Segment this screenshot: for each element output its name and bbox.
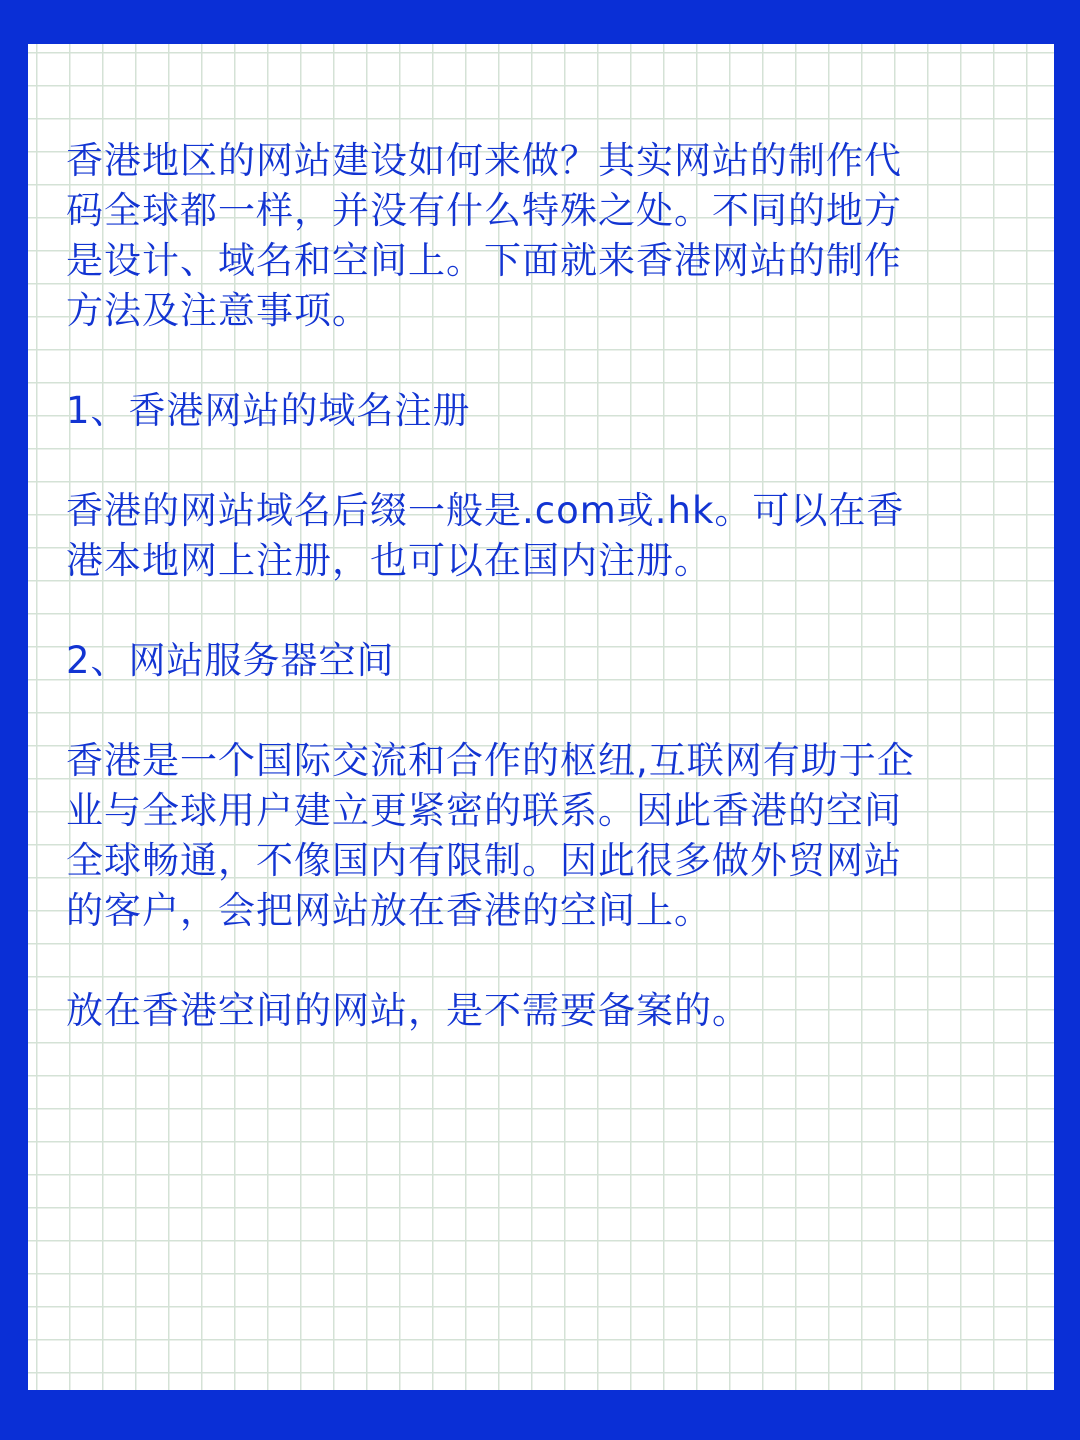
section2-paragraph [66, 736, 1006, 936]
grid-paper-sheet [28, 44, 1054, 1390]
intro-line-1: 香港地区的网站建设如何来做？其实网站的制作代 [66, 139, 902, 182]
intro-line-3: 是设计、域名和空间上。下面就来香港网站的制作 [66, 239, 902, 282]
article-content [66, 136, 1006, 1036]
intro-line-2: 码全球都一样，并没有什么特殊之处。不同的地方 [66, 189, 902, 232]
section2-line-4: 的客户，会把网站放在香港的空间上。 [66, 889, 712, 932]
spacer [66, 586, 1006, 636]
section1-heading: 1、香港网站的域名注册 [66, 389, 471, 432]
section1-line-1: 香港的网站域名后缀一般是.com或.hk。可以在香 [66, 489, 905, 532]
spacer [66, 336, 1006, 386]
section1-line-2: 港本地网上注册，也可以在国内注册。 [66, 539, 712, 582]
section1-paragraph [66, 486, 1006, 586]
section2-line-3: 全球畅通，不像国内有限制。因此很多做外贸网站 [66, 839, 902, 882]
intro-line-4: 方法及注意事项。 [66, 289, 370, 332]
spacer [66, 686, 1006, 736]
intro-paragraph [66, 136, 1006, 336]
section2-line-1: 香港是一个国际交流和合作的枢纽,互联网有助于企 [66, 739, 915, 782]
spacer [66, 936, 1006, 986]
section2-heading: 2、网站服务器空间 [66, 639, 395, 682]
closing-paragraph: 放在香港空间的网站，是不需要备案的。 [66, 989, 750, 1032]
section2-line-2: 业与全球用户建立更紧密的联系。因此香港的空间 [66, 789, 902, 832]
spacer [66, 436, 1006, 486]
